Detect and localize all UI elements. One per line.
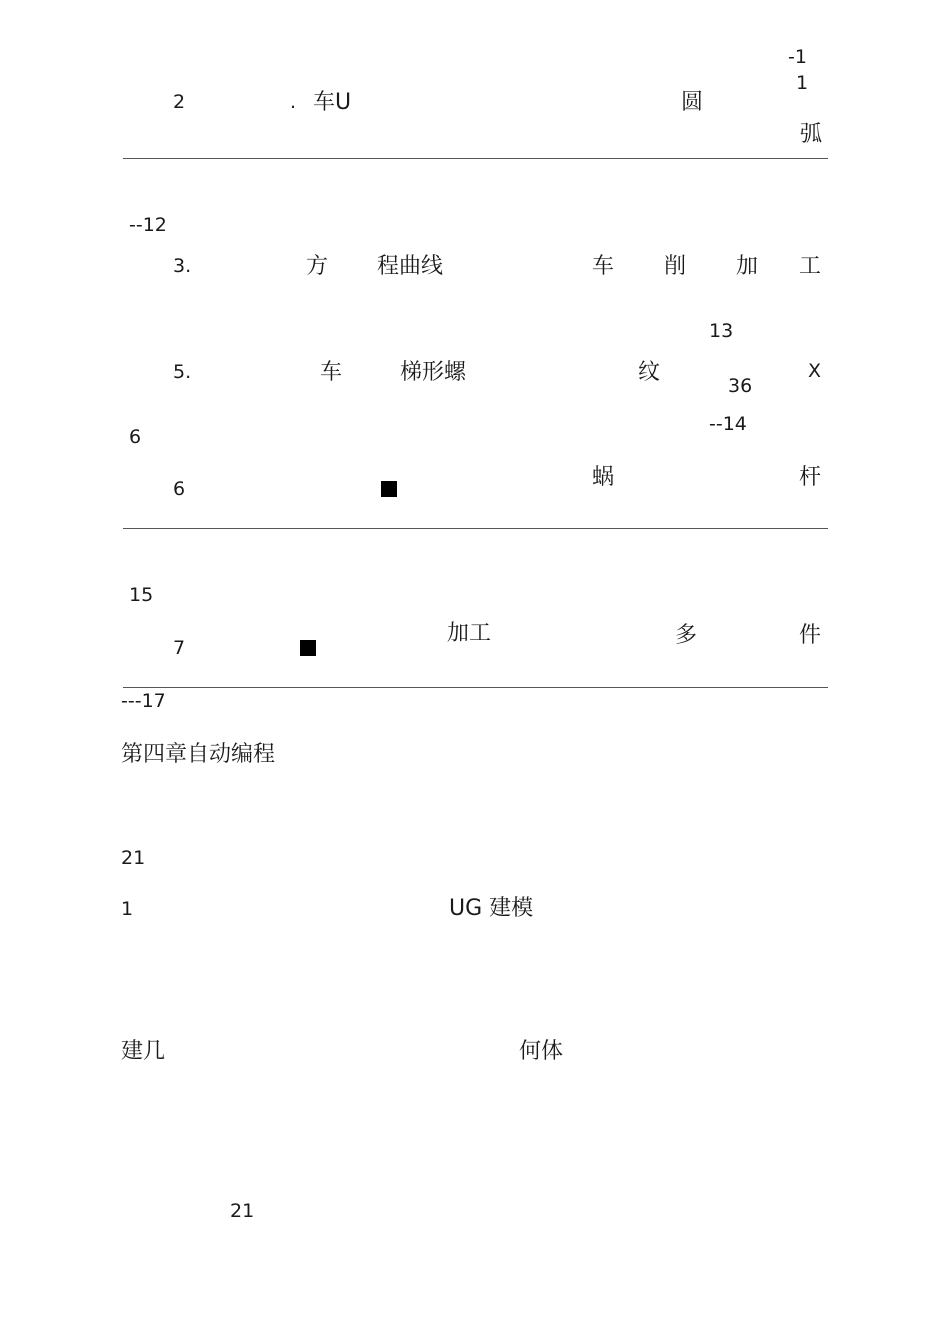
toc-text: 车 bbox=[320, 360, 343, 385]
page-number: ---17 bbox=[121, 690, 166, 712]
chapter-heading: 第四章自动编程 bbox=[121, 742, 276, 767]
item-number: 6 bbox=[173, 478, 186, 500]
toc-text: 削 bbox=[664, 254, 687, 279]
page-number: --14 bbox=[709, 413, 747, 435]
toc-text: 何体 bbox=[519, 1039, 564, 1064]
page-number: 15 bbox=[129, 584, 154, 606]
divider-line bbox=[123, 687, 828, 688]
toc-text: 蜗 bbox=[592, 465, 615, 490]
separator-dot: . bbox=[290, 91, 297, 113]
toc-text: 方 bbox=[306, 254, 329, 279]
square-bullet-icon bbox=[381, 481, 397, 497]
page-number: 21 bbox=[230, 1200, 255, 1222]
page-number: 36 bbox=[728, 375, 753, 397]
toc-text: X bbox=[808, 360, 822, 382]
toc-text: 程曲线 bbox=[377, 254, 444, 279]
page-number: 13 bbox=[709, 320, 734, 342]
item-number: 1 bbox=[121, 898, 134, 920]
toc-text: 弧 bbox=[800, 122, 823, 147]
toc-text: 纹 bbox=[638, 360, 661, 385]
page-number: 1 bbox=[796, 72, 809, 94]
toc-text: 车U bbox=[313, 90, 352, 115]
toc-text: 梯形螺 bbox=[400, 360, 467, 385]
toc-text: 建几 bbox=[121, 1039, 166, 1064]
divider-line bbox=[123, 528, 828, 529]
toc-text: 加工 bbox=[447, 621, 492, 646]
square-bullet-icon bbox=[300, 640, 316, 656]
item-number: 6 bbox=[129, 426, 142, 448]
toc-text: 杆 bbox=[799, 465, 822, 490]
item-number: 7 bbox=[173, 637, 186, 659]
toc-text: 工 bbox=[799, 254, 822, 279]
page-number: -1 bbox=[788, 46, 807, 68]
item-number: 3. bbox=[173, 255, 192, 277]
toc-text: 圆 bbox=[681, 90, 704, 115]
item-number: 2 bbox=[173, 91, 186, 113]
item-number: 5. bbox=[173, 361, 192, 383]
toc-text: 加 bbox=[736, 254, 759, 279]
section-title: UG 建模 bbox=[449, 896, 534, 921]
toc-text: 多 bbox=[675, 623, 698, 648]
toc-text: 件 bbox=[799, 623, 822, 648]
page-number: --12 bbox=[129, 214, 167, 236]
page-number: 21 bbox=[121, 847, 146, 869]
toc-text: 车 bbox=[592, 254, 615, 279]
divider-line bbox=[123, 158, 828, 159]
